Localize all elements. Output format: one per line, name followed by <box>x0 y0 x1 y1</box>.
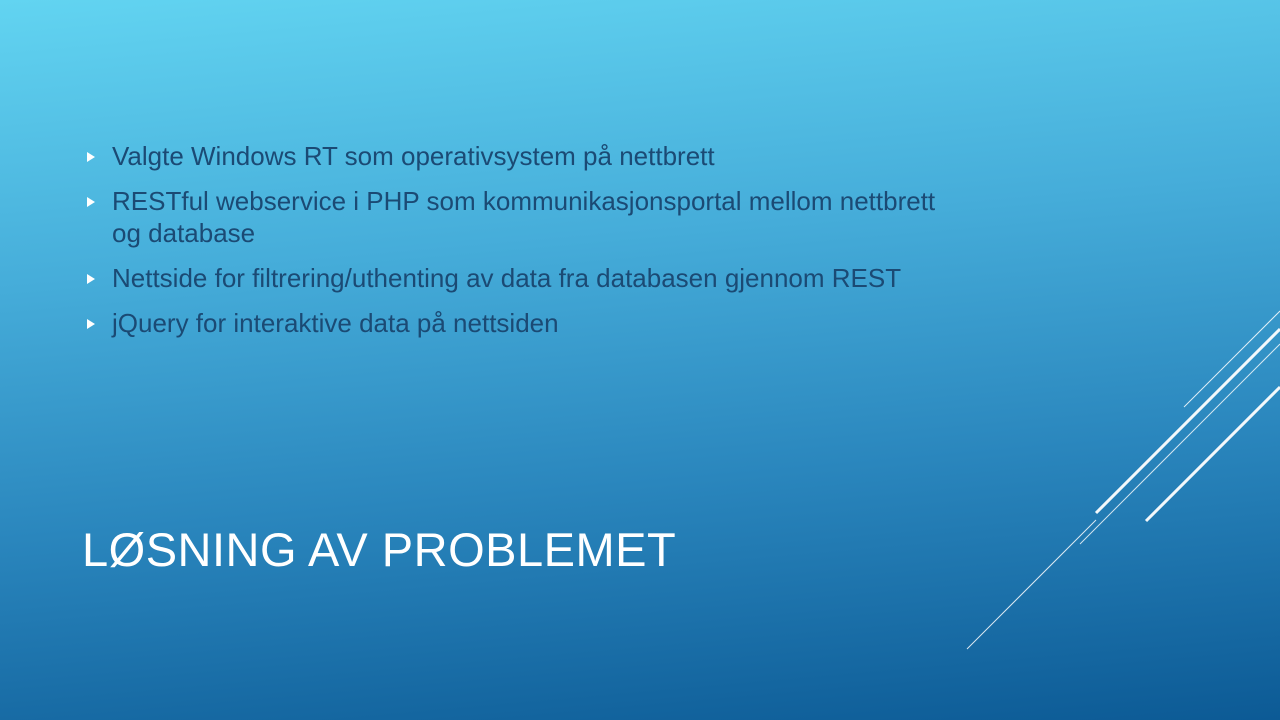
triangle-bullet-icon <box>87 197 95 207</box>
bullet-text: Valgte Windows RT som operativsystem på nettbrett <box>112 141 715 171</box>
decorative-line <box>1184 311 1280 407</box>
triangle-bullet-icon <box>87 152 95 162</box>
bullet-text: Nettside for filtrering/uthenting av data fra databasen gjennom REST <box>112 263 902 293</box>
triangle-bullet-icon <box>87 319 95 329</box>
decorative-line <box>1080 344 1280 544</box>
decorative-line <box>1096 329 1280 513</box>
bullet-item <box>84 185 964 249</box>
bullet-text: jQuery for interaktive data på nettsiden <box>112 308 559 338</box>
slide-title: LØSNING AV PROBLEMET <box>82 523 677 576</box>
decorative-line <box>967 520 1096 649</box>
bullet-list <box>84 140 964 352</box>
bullet-item <box>84 140 964 172</box>
decorative-line <box>1146 387 1280 521</box>
bullet-item <box>84 307 964 339</box>
bullet-text: RESTful webservice i PHP som kommunikasjonsportal mellom nettbrett og database <box>112 186 936 248</box>
triangle-bullet-icon <box>87 274 95 284</box>
bullet-item <box>84 262 964 294</box>
